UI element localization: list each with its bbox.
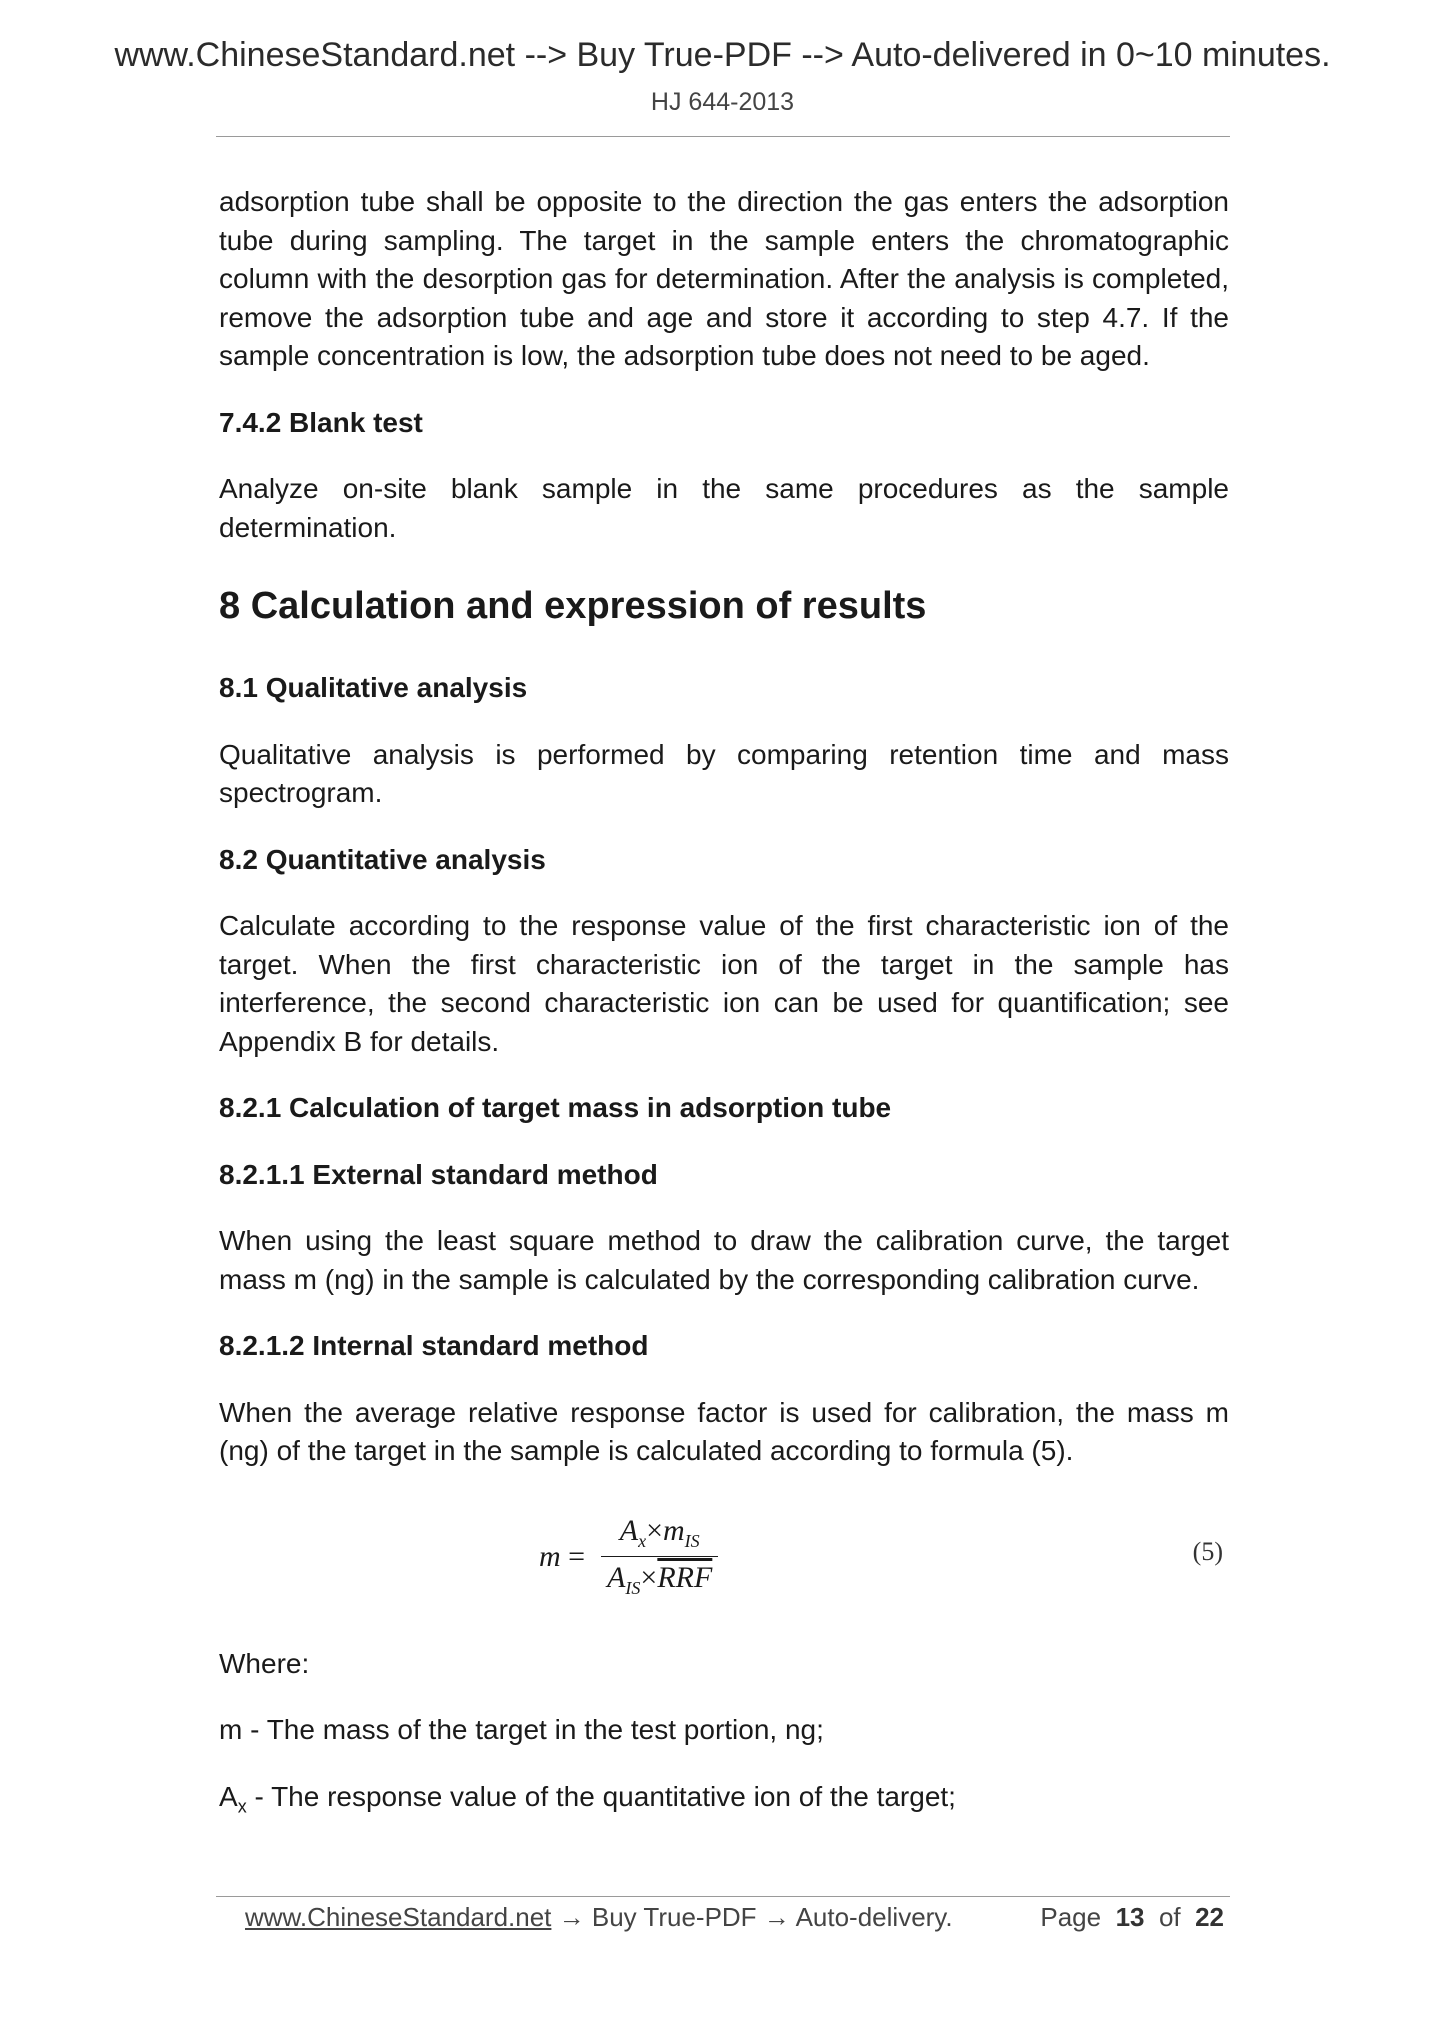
formula-lhs: m = (539, 1539, 586, 1573)
formula-number: (5) (1192, 1536, 1223, 1566)
heading-8-2-1-2: 8.2.1.2 Internal standard method (219, 1330, 649, 1361)
paragraph-internal-standard: When the average relative response factor is used for calibration, the mass m (ng) of the target in the sample is calculated according to formula (5). (219, 1396, 1229, 1466)
paragraph-intro: adsorption tube shall be opposite to the direction the gas enters the adsorption tube during sampling. The target in the sample enters the chromatographic column with the desorption gas for determination. After the analysis is completed, remove the adsorption tube and age and store it according to step 4.7. If the sample concentration is low, the adsorption tube does not need to be aged. (219, 186, 1229, 371)
paragraph-qualitative: Qualitative analysis is performed by comparing retention time and mass spectrogram. (219, 738, 1229, 808)
total-pages: 22 (1195, 1902, 1224, 1932)
heading-8-1: 8.1 Qualitative analysis (219, 672, 528, 703)
page-indicator: Page 13 of 22 (1040, 1902, 1224, 1932)
document-code: HJ 644-2013 (650, 88, 795, 116)
footer-divider (216, 1896, 1230, 1897)
heading-8-2-1: 8.2.1 Calculation of target mass in adsorption tube (219, 1092, 892, 1123)
definition-ax: $A_x$ - The response value of the quantitative ion of the target; (219, 1780, 956, 1817)
footer-text: → Buy True-PDF → Auto-delivery. (551, 1902, 953, 1932)
definition-m: m - The mass of the target in the test portion, ng; (219, 1714, 824, 1745)
header-divider (216, 136, 1230, 137)
footer-link[interactable]: www.ChineseStandard.net (245, 1902, 552, 1932)
heading-section-8: 8 Calculation and expression of results (219, 585, 927, 627)
where-label: Where: (219, 1647, 310, 1679)
heading-7-4-2: 7.4.2 Blank test (219, 406, 423, 438)
paragraph-external-standard: When using the least square method to draw the calibration curve, the target mass m (ng) in the sample is calculated by the corresponding calibration curve. (219, 1225, 1229, 1295)
page-content (219, 183, 1229, 1854)
header-banner: www.ChineseStandard.net --> Buy True-PDF --> Auto-delivered in 0~10 minutes. (114, 36, 1331, 74)
heading-8-2-1-1: 8.2.1.1 External standard method (219, 1158, 658, 1190)
paragraph-quantitative: Calculate according to the response value of the first characteristic ion of the target. When the first characteristic ion of the target in the sample has interference, the second characteristic ion can be used for quantification; see Appendix B for details. (219, 910, 1229, 1057)
formula-numerator: $A_x\times m_{IS}$ (619, 1514, 700, 1551)
paragraph-blank-test: Analyze on-site blank sample in the same procedures as the sample determination. (219, 473, 1229, 543)
formula-expression (539, 1505, 718, 1609)
current-page: 13 (1115, 1902, 1145, 1932)
formula-denominator: $A_{IS}\times\overline{RRF}$ (601, 1556, 718, 1599)
formula-fraction (601, 1514, 718, 1599)
formula-5 (219, 1505, 1229, 1609)
footer (245, 1902, 1230, 1933)
heading-8-2: 8.2 Quantitative analysis (219, 843, 546, 875)
